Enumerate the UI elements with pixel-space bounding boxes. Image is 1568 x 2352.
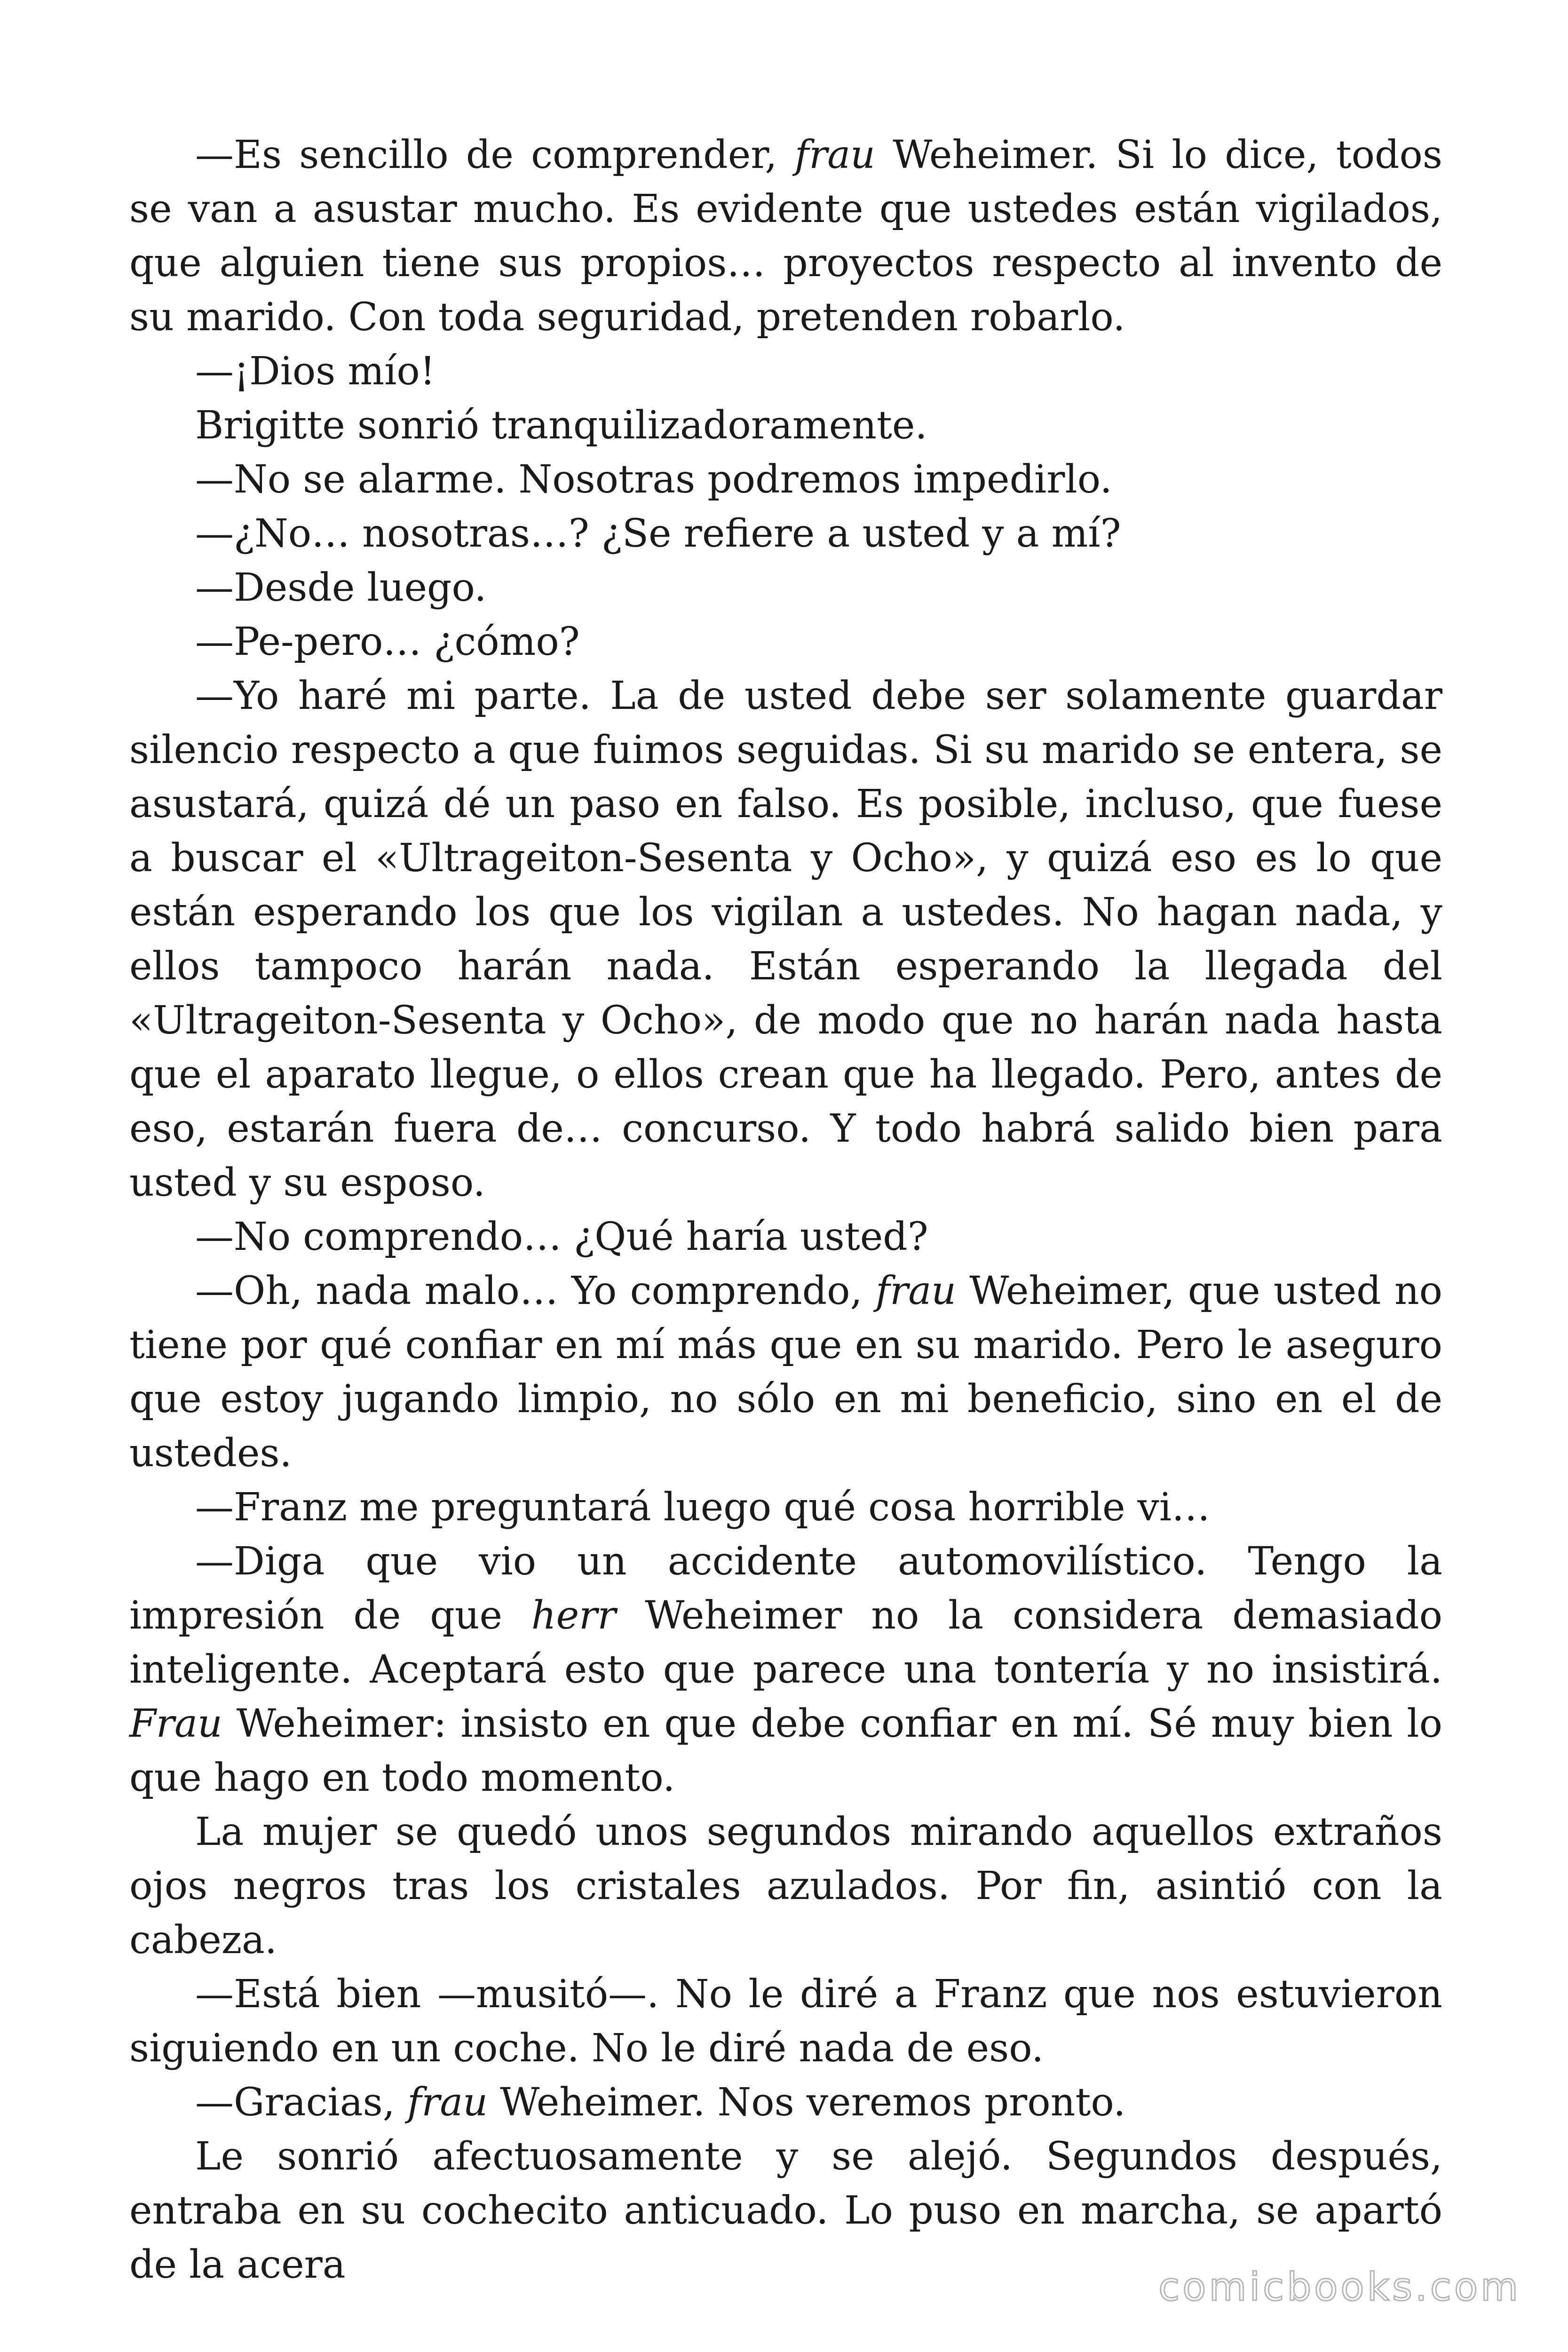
- text-run: —Pe-pero… ¿cómo?: [195, 620, 580, 664]
- text-run: Weheimer. Si lo dice, todos se van a asustar mucho. Es evidente que ustedes están vigilados, que alguien tiene sus propios… proyectos respecto al invento de su marido. Con toda seguridad, pretenden robarlo.: [129, 133, 1442, 340]
- paragraph: [129, 128, 1442, 344]
- text-run: —Gracias,: [195, 2080, 407, 2125]
- paragraph: [129, 1264, 1442, 1480]
- book-page-text: [129, 128, 1442, 2292]
- text-run: Brigitte sonrió tranquilizadoramente.: [195, 403, 927, 448]
- italic-text: Frau: [129, 1701, 222, 1746]
- italic-text: frau: [794, 133, 875, 177]
- paragraph: [129, 453, 1442, 507]
- italic-text: frau: [407, 2080, 488, 2125]
- text-run: —Diga que vio un accidente automovilístico. Tengo la impresión de que: [129, 1539, 1442, 1638]
- paragraph: [129, 615, 1442, 669]
- text-run: —Franz me preguntará luego qué cosa horrible vi…: [195, 1485, 1211, 1530]
- paragraph: [129, 507, 1442, 561]
- text-run: Weheimer, que usted no tiene por qué confiar en mí más que en su marido. Pero le aseguro que estoy jugando limpio, no sólo en mi beneficio, sino en el de ustedes.: [129, 1269, 1442, 1476]
- text-run: —¡Dios mío!: [195, 349, 436, 394]
- text-run: —Está bien —musitó—. No le diré a Franz que nos estuvieron siguiendo en un coche. No le diré nada de eso.: [129, 1972, 1442, 2071]
- paragraph: [129, 1534, 1442, 1805]
- text-run: —¿No… nosotras…? ¿Se refiere a usted y a mí?: [195, 511, 1121, 556]
- paragraph: [129, 2075, 1442, 2130]
- text-run: —Yo haré mi parte. La de usted debe ser solamente guardar silencio respecto a que fuimos seguidas. Si su marido se entera, se asustará, quizá dé un paso en falso. Es posible, incluso, que fuese a buscar el «Ultrageiton-Sesenta y Ocho», y quizá eso es lo que están esperando los que los vigilan a ustedes. No hagan nada, y ellos tampoco harán nada. Están esperando la llegada del «Ultrageiton-Sesenta y Ocho», de modo que no harán nada hasta que el aparato llegue, o ellos crean que ha llegado. Pero, antes de eso, estarán fuera de… concurso. Y todo habrá salido bien para usted y su esposo.: [129, 674, 1442, 1205]
- paragraph: [129, 1210, 1442, 1264]
- text-run: Weheimer no la considera demasiado inteligente. Aceptará esto que parece una tontería y no insistirá.: [129, 1593, 1442, 1692]
- paragraph: [129, 1480, 1442, 1534]
- italic-text: frau: [875, 1269, 957, 1313]
- text-run: —No se alarme. Nosotras podremos impedirlo.: [195, 457, 1112, 502]
- text-run: —Desde luego.: [195, 565, 487, 610]
- paragraph: [129, 344, 1442, 398]
- text-run: —No comprendo… ¿Qué haría usted?: [195, 1215, 928, 1259]
- paragraph: [129, 1805, 1442, 1967]
- text-run: Weheimer. Nos veremos pronto.: [488, 2080, 1126, 2125]
- watermark-comicbooks: comicbooks.com: [1158, 2265, 1521, 2310]
- paragraph: [129, 561, 1442, 615]
- text-run: La mujer se quedó unos segundos mirando aquellos extraños ojos negros tras los cristales azulados. Por fin, asintió con la cabeza.: [129, 1810, 1442, 1963]
- text-run: —Es sencillo de comprender,: [195, 133, 795, 177]
- paragraph: [129, 669, 1442, 1210]
- italic-text: herr: [531, 1593, 616, 1638]
- paragraph: [129, 398, 1442, 453]
- paragraph: [129, 1967, 1442, 2075]
- text-run: Weheimer: insisto en que debe confiar en mí. Sé muy bien lo que hago en todo momento.: [129, 1701, 1442, 1800]
- text-run: Le sonrió afectuosamente y se alejó. Segundos después, entraba en su cochecito anticuado. Lo puso en marcha, se apartó de la acera: [129, 2134, 1442, 2287]
- text-run: —Oh, nada malo… Yo comprendo,: [195, 1269, 876, 1313]
